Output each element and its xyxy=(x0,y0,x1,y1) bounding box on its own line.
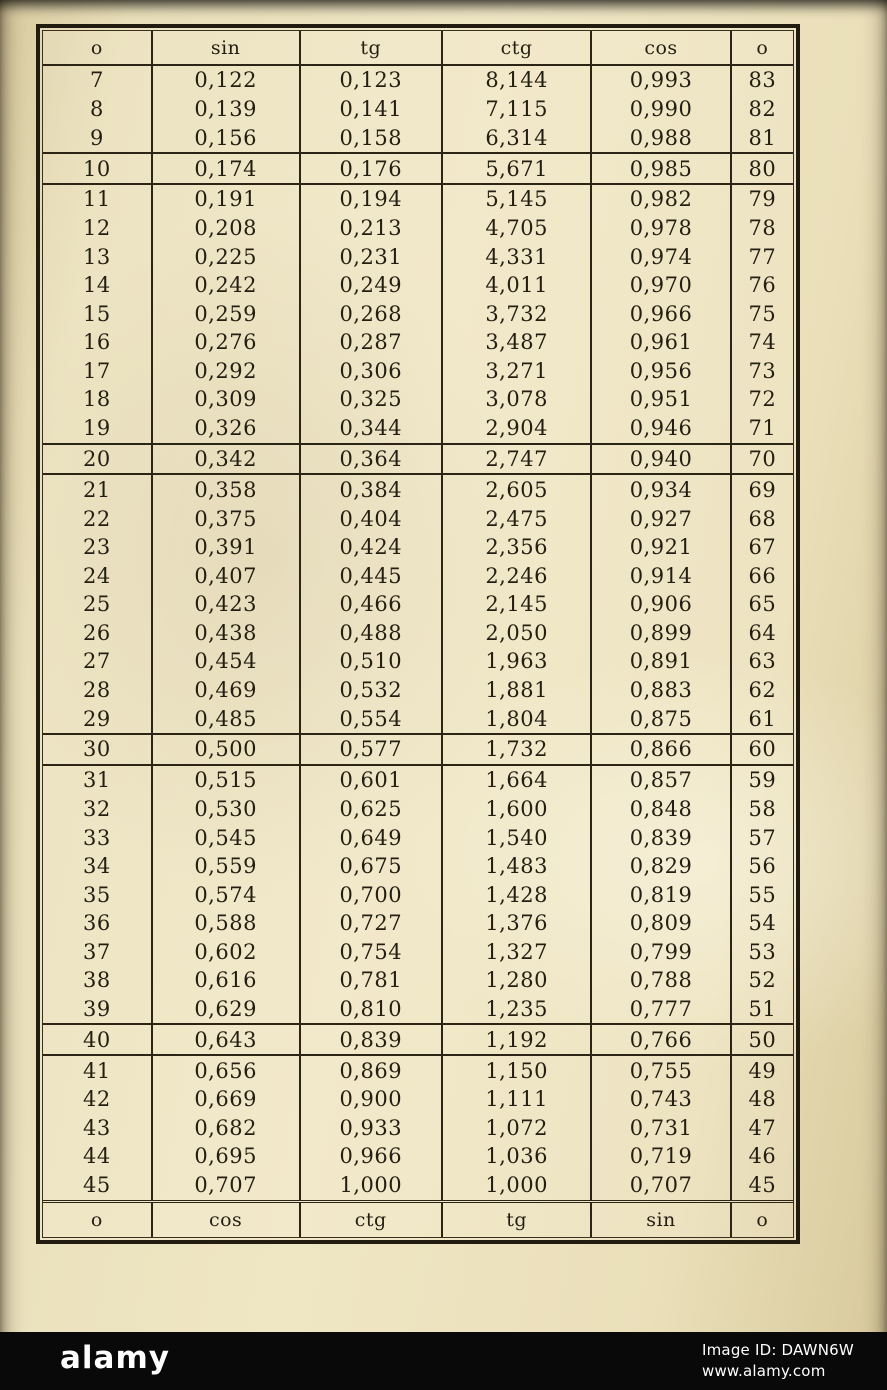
deg-cell: o xyxy=(43,31,152,65)
ctg-cell: 1,428 xyxy=(442,880,591,909)
deg-cell: 10 xyxy=(43,153,152,184)
ctg-cell: 2,747 xyxy=(442,444,591,475)
watermark-image-id: Image ID: DAWN6W xyxy=(702,1341,854,1359)
ctg-cell: 6,314 xyxy=(442,123,591,153)
co-deg-cell: 77 xyxy=(731,242,793,271)
ctg-cell: 2,475 xyxy=(442,504,591,533)
tg-cell: 0,554 xyxy=(300,704,443,734)
table-row xyxy=(43,880,793,909)
cos-cell: 0,848 xyxy=(591,795,731,824)
cos-cell: 0,766 xyxy=(591,1024,731,1055)
co-deg-cell: 49 xyxy=(731,1055,793,1085)
table-row xyxy=(43,153,793,184)
sin-cell: 0,469 xyxy=(152,676,300,705)
co-deg-cell: 59 xyxy=(731,765,793,795)
tg-cell: 0,675 xyxy=(300,852,443,881)
co-deg-cell: 51 xyxy=(731,995,793,1025)
ctg-cell: 2,605 xyxy=(442,474,591,504)
table-row xyxy=(43,676,793,705)
ctg-cell: 2,246 xyxy=(442,561,591,590)
table-footer xyxy=(43,1202,793,1238)
watermark-bar xyxy=(0,1332,887,1390)
ctg-cell: 1,192 xyxy=(442,1024,591,1055)
cos-cell: 0,819 xyxy=(591,880,731,909)
table-row xyxy=(43,242,793,271)
deg-cell: 24 xyxy=(83,563,111,588)
cos-cell: 0,988 xyxy=(591,123,731,153)
deg-cell: 23 xyxy=(83,535,111,560)
deg-cell: 27 xyxy=(83,649,111,674)
tg-cell: 0,839 xyxy=(300,1024,443,1055)
table-row xyxy=(43,385,793,414)
ctg-cell: 1,600 xyxy=(442,795,591,824)
deg-cell: 44 xyxy=(83,1144,111,1169)
tg-cell: 0,445 xyxy=(300,561,443,590)
deg-cell: 28 xyxy=(83,677,111,702)
ctg-cell: ctg xyxy=(442,31,591,65)
cos-cell: 0,956 xyxy=(591,357,731,386)
table-row xyxy=(43,328,793,357)
table-row xyxy=(43,123,793,153)
tg-cell: 0,268 xyxy=(300,300,443,329)
ctg-cell: 3,732 xyxy=(442,300,591,329)
co-deg-cell: 48 xyxy=(731,1085,793,1114)
cos-cell: 0,857 xyxy=(591,765,731,795)
deg-cell: 40 xyxy=(43,1024,152,1055)
tg-cell: 0,466 xyxy=(300,590,443,619)
cos-cell: 0,839 xyxy=(591,823,731,852)
deg-cell: o xyxy=(43,1202,152,1238)
tg-cell: 0,176 xyxy=(300,153,443,184)
deg-cell: 38 xyxy=(83,968,111,993)
table-row xyxy=(43,1114,793,1143)
ctg-cell: 2,904 xyxy=(442,414,591,444)
deg-cell: 25 xyxy=(83,592,111,617)
ctg-cell: 4,331 xyxy=(442,242,591,271)
table-row xyxy=(43,995,793,1025)
tg-cell: 0,532 xyxy=(300,676,443,705)
sin-cell: 0,174 xyxy=(152,153,300,184)
ctg-cell: 1,036 xyxy=(442,1142,591,1171)
cos-cell: 0,755 xyxy=(591,1055,731,1085)
trig-table xyxy=(43,31,793,1237)
deg-cell: 20 xyxy=(43,444,152,475)
sin-cell: 0,707 xyxy=(152,1171,300,1202)
table-row xyxy=(43,765,793,795)
ctg-cell: 4,011 xyxy=(442,271,591,300)
sin-cell: 0,391 xyxy=(152,533,300,562)
table-row xyxy=(43,704,793,734)
deg-cell: 37 xyxy=(83,939,111,964)
ctg-cell: 1,483 xyxy=(442,852,591,881)
table-row xyxy=(43,214,793,243)
deg-cell: 16 xyxy=(83,330,111,355)
deg-cell: 9 xyxy=(89,125,104,150)
cos-cell: 0,799 xyxy=(591,937,731,966)
deg-cell: 43 xyxy=(83,1115,111,1140)
table-row xyxy=(43,966,793,995)
cos-cell: 0,891 xyxy=(591,647,731,676)
cos-cell: 0,970 xyxy=(591,271,731,300)
tg-cell: 0,754 xyxy=(300,937,443,966)
sin-cell: 0,292 xyxy=(152,357,300,386)
tg-cell: 0,364 xyxy=(300,444,443,475)
tg-cell: 0,194 xyxy=(300,184,443,214)
sin-cell: sin xyxy=(152,31,300,65)
sin-cell: 0,545 xyxy=(152,823,300,852)
sin-cell: 0,669 xyxy=(152,1085,300,1114)
co-deg-cell: 53 xyxy=(731,937,793,966)
cos-cell: 0,719 xyxy=(591,1142,731,1171)
table-frame-inner xyxy=(42,30,794,1238)
table-row xyxy=(43,823,793,852)
co-deg-cell: 46 xyxy=(731,1142,793,1171)
tg-cell: 0,287 xyxy=(300,328,443,357)
sin-cell: 0,629 xyxy=(152,995,300,1025)
table-header xyxy=(43,31,793,65)
ctg-cell: 1,235 xyxy=(442,995,591,1025)
cos-cell: 0,809 xyxy=(591,909,731,938)
co-deg-cell: 76 xyxy=(731,271,793,300)
deg-cell: 33 xyxy=(83,825,111,850)
table-row xyxy=(43,1171,793,1202)
cos-cell: 0,951 xyxy=(591,385,731,414)
sin-cell: cos xyxy=(152,1202,300,1238)
deg-cell: 35 xyxy=(83,882,111,907)
tg-cell: 0,249 xyxy=(300,271,443,300)
sin-cell: 0,309 xyxy=(152,385,300,414)
ctg-cell: 1,000 xyxy=(442,1171,591,1202)
tg-cell: 0,700 xyxy=(300,880,443,909)
cos-cell: 0,934 xyxy=(591,474,731,504)
deg-cell: 30 xyxy=(43,734,152,765)
cos-cell: 0,978 xyxy=(591,214,731,243)
sin-cell: 0,342 xyxy=(152,444,300,475)
tg-cell: 0,900 xyxy=(300,1085,443,1114)
cos-cell: 0,982 xyxy=(591,184,731,214)
co-deg-cell: 81 xyxy=(731,123,793,153)
ctg-cell: 1,963 xyxy=(442,647,591,676)
table-row xyxy=(43,734,793,765)
table-row xyxy=(43,1142,793,1171)
co-deg-cell: 72 xyxy=(731,385,793,414)
ctg-cell: 1,881 xyxy=(442,676,591,705)
tg-cell: 0,325 xyxy=(300,385,443,414)
ctg-cell: 5,145 xyxy=(442,184,591,214)
cos-cell: 0,974 xyxy=(591,242,731,271)
deg-cell: 29 xyxy=(83,706,111,731)
cos-cell: 0,777 xyxy=(591,995,731,1025)
co-deg-cell: 47 xyxy=(731,1114,793,1143)
cos-cell: 0,921 xyxy=(591,533,731,562)
deg-cell: 17 xyxy=(83,358,111,383)
co-deg-cell: 50 xyxy=(731,1024,793,1055)
table-row xyxy=(43,795,793,824)
deg-cell: 41 xyxy=(83,1058,111,1083)
deg-cell: 21 xyxy=(83,477,111,502)
tg-cell: ctg xyxy=(300,1202,443,1238)
co-deg-cell: 62 xyxy=(731,676,793,705)
tg-cell: 0,577 xyxy=(300,734,443,765)
sin-cell: 0,656 xyxy=(152,1055,300,1085)
ctg-cell: 1,280 xyxy=(442,966,591,995)
co-deg-cell: 80 xyxy=(731,153,793,184)
co-deg-cell: 83 xyxy=(731,65,793,95)
cos-cell: 0,940 xyxy=(591,444,731,475)
sin-cell: 0,602 xyxy=(152,937,300,966)
cos-cell: 0,875 xyxy=(591,704,731,734)
cos-cell: 0,866 xyxy=(591,734,731,765)
co-deg-cell: 56 xyxy=(731,852,793,881)
tg-cell: 0,123 xyxy=(300,65,443,95)
deg-cell: 11 xyxy=(83,187,111,212)
ctg-cell: tg xyxy=(442,1202,591,1238)
table-body xyxy=(43,65,793,1202)
sin-cell: 0,695 xyxy=(152,1142,300,1171)
ctg-cell: 3,271 xyxy=(442,357,591,386)
co-deg-cell: 82 xyxy=(731,95,793,124)
cos-cell: 0,906 xyxy=(591,590,731,619)
co-deg-cell: 70 xyxy=(731,444,793,475)
deg-cell: 22 xyxy=(83,506,111,531)
sin-cell: 0,588 xyxy=(152,909,300,938)
ctg-cell: 1,732 xyxy=(442,734,591,765)
cos-cell: 0,829 xyxy=(591,852,731,881)
tg-cell: 0,649 xyxy=(300,823,443,852)
co-deg-cell: 78 xyxy=(731,214,793,243)
co-deg-cell: o xyxy=(731,1202,793,1238)
tg-cell: 0,424 xyxy=(300,533,443,562)
deg-cell: 26 xyxy=(83,620,111,645)
table-frame xyxy=(36,24,800,1244)
sin-cell: 0,485 xyxy=(152,704,300,734)
sin-cell: 0,225 xyxy=(152,242,300,271)
co-deg-cell: 57 xyxy=(731,823,793,852)
sin-cell: 0,500 xyxy=(152,734,300,765)
deg-cell: 31 xyxy=(83,768,111,793)
co-deg-cell: 65 xyxy=(731,590,793,619)
sin-cell: 0,438 xyxy=(152,618,300,647)
table-row xyxy=(43,1024,793,1055)
cos-cell: 0,993 xyxy=(591,65,731,95)
ctg-cell: 1,804 xyxy=(442,704,591,734)
table-row xyxy=(43,1055,793,1085)
ctg-cell: 1,072 xyxy=(442,1114,591,1143)
co-deg-cell: 79 xyxy=(731,184,793,214)
tg-cell: 0,158 xyxy=(300,123,443,153)
table-row xyxy=(43,474,793,504)
sin-cell: 0,574 xyxy=(152,880,300,909)
tg-cell: 0,625 xyxy=(300,795,443,824)
deg-cell: 12 xyxy=(83,216,111,241)
cos-cell: sin xyxy=(591,1202,731,1238)
table-row xyxy=(43,184,793,214)
co-deg-cell: 67 xyxy=(731,533,793,562)
table-row xyxy=(43,444,793,475)
table-row xyxy=(43,504,793,533)
tg-cell: 0,404 xyxy=(300,504,443,533)
co-deg-cell: 61 xyxy=(731,704,793,734)
ctg-cell: 2,145 xyxy=(442,590,591,619)
sin-cell: 0,515 xyxy=(152,765,300,795)
sin-cell: 0,530 xyxy=(152,795,300,824)
tg-cell: 0,869 xyxy=(300,1055,443,1085)
cos-cell: 0,985 xyxy=(591,153,731,184)
ctg-cell: 1,111 xyxy=(442,1085,591,1114)
deg-cell: 32 xyxy=(83,796,111,821)
table-row xyxy=(43,561,793,590)
tg-cell: 0,344 xyxy=(300,414,443,444)
table-row xyxy=(43,909,793,938)
sin-cell: 0,375 xyxy=(152,504,300,533)
co-deg-cell: o xyxy=(731,31,793,65)
deg-cell: 45 xyxy=(83,1173,111,1198)
cos-cell: cos xyxy=(591,31,731,65)
sin-cell: 0,191 xyxy=(152,184,300,214)
deg-cell: 39 xyxy=(83,996,111,1021)
watermark-info xyxy=(702,1340,854,1382)
alamy-logo: alamy xyxy=(60,1340,170,1376)
sin-cell: 0,326 xyxy=(152,414,300,444)
co-deg-cell: 60 xyxy=(731,734,793,765)
sin-cell: 0,156 xyxy=(152,123,300,153)
cos-cell: 0,927 xyxy=(591,504,731,533)
co-deg-cell: 54 xyxy=(731,909,793,938)
ctg-cell: 1,664 xyxy=(442,765,591,795)
cos-cell: 0,899 xyxy=(591,618,731,647)
cos-cell: 0,961 xyxy=(591,328,731,357)
ctg-cell: 1,376 xyxy=(442,909,591,938)
ctg-cell: 2,356 xyxy=(442,533,591,562)
table-row xyxy=(43,357,793,386)
footer-row xyxy=(43,1202,793,1238)
cos-cell: 0,946 xyxy=(591,414,731,444)
table-row xyxy=(43,647,793,676)
deg-cell: 34 xyxy=(83,854,111,879)
cos-cell: 0,966 xyxy=(591,300,731,329)
sin-cell: 0,407 xyxy=(152,561,300,590)
ctg-cell: 1,327 xyxy=(442,937,591,966)
cos-cell: 0,707 xyxy=(591,1171,731,1202)
sin-cell: 0,276 xyxy=(152,328,300,357)
cos-cell: 0,990 xyxy=(591,95,731,124)
deg-cell: 15 xyxy=(83,301,111,326)
deg-cell: 14 xyxy=(83,273,111,298)
cos-cell: 0,731 xyxy=(591,1114,731,1143)
table-row xyxy=(43,271,793,300)
sin-cell: 0,643 xyxy=(152,1024,300,1055)
table-row xyxy=(43,65,793,95)
tg-cell: 0,727 xyxy=(300,909,443,938)
ctg-cell: 1,540 xyxy=(442,823,591,852)
cos-cell: 0,743 xyxy=(591,1085,731,1114)
table-row xyxy=(43,937,793,966)
deg-cell: 19 xyxy=(83,416,111,441)
co-deg-cell: 55 xyxy=(731,880,793,909)
ctg-cell: 3,078 xyxy=(442,385,591,414)
deg-cell: 8 xyxy=(89,97,104,122)
deg-cell: 36 xyxy=(83,911,111,936)
tg-cell: 0,488 xyxy=(300,618,443,647)
sin-cell: 0,122 xyxy=(152,65,300,95)
sin-cell: 0,242 xyxy=(152,271,300,300)
tg-cell: 0,933 xyxy=(300,1114,443,1143)
tg-cell: 0,384 xyxy=(300,474,443,504)
co-deg-cell: 66 xyxy=(731,561,793,590)
ctg-cell: 4,705 xyxy=(442,214,591,243)
co-deg-cell: 64 xyxy=(731,618,793,647)
co-deg-cell: 73 xyxy=(731,357,793,386)
co-deg-cell: 68 xyxy=(731,504,793,533)
tg-cell: 0,231 xyxy=(300,242,443,271)
cos-cell: 0,883 xyxy=(591,676,731,705)
tg-cell: 0,810 xyxy=(300,995,443,1025)
ctg-cell: 2,050 xyxy=(442,618,591,647)
sin-cell: 0,454 xyxy=(152,647,300,676)
deg-cell: 13 xyxy=(83,244,111,269)
co-deg-cell: 45 xyxy=(731,1171,793,1202)
ctg-cell: 8,144 xyxy=(442,65,591,95)
tg-cell: 0,966 xyxy=(300,1142,443,1171)
deg-cell: 7 xyxy=(89,68,104,93)
tg-cell: 0,306 xyxy=(300,357,443,386)
deg-cell: 18 xyxy=(83,387,111,412)
table-row xyxy=(43,300,793,329)
co-deg-cell: 69 xyxy=(731,474,793,504)
tg-cell: 0,601 xyxy=(300,765,443,795)
tg-cell: tg xyxy=(300,31,443,65)
sin-cell: 0,259 xyxy=(152,300,300,329)
ctg-cell: 1,150 xyxy=(442,1055,591,1085)
table-row xyxy=(43,852,793,881)
tg-cell: 1,000 xyxy=(300,1171,443,1202)
co-deg-cell: 63 xyxy=(731,647,793,676)
table-row xyxy=(43,414,793,444)
ctg-cell: 7,115 xyxy=(442,95,591,124)
sin-cell: 0,682 xyxy=(152,1114,300,1143)
sin-cell: 0,559 xyxy=(152,852,300,881)
ctg-cell: 3,487 xyxy=(442,328,591,357)
table-row xyxy=(43,618,793,647)
sin-cell: 0,358 xyxy=(152,474,300,504)
table-row xyxy=(43,1085,793,1114)
co-deg-cell: 58 xyxy=(731,795,793,824)
table-row xyxy=(43,533,793,562)
sin-cell: 0,616 xyxy=(152,966,300,995)
co-deg-cell: 74 xyxy=(731,328,793,357)
co-deg-cell: 52 xyxy=(731,966,793,995)
tg-cell: 0,781 xyxy=(300,966,443,995)
ctg-cell: 5,671 xyxy=(442,153,591,184)
co-deg-cell: 71 xyxy=(731,414,793,444)
table-row xyxy=(43,590,793,619)
watermark-url: www.alamy.com xyxy=(702,1362,826,1380)
cos-cell: 0,788 xyxy=(591,966,731,995)
sin-cell: 0,139 xyxy=(152,95,300,124)
tg-cell: 0,510 xyxy=(300,647,443,676)
tg-cell: 0,141 xyxy=(300,95,443,124)
co-deg-cell: 75 xyxy=(731,300,793,329)
tg-cell: 0,213 xyxy=(300,214,443,243)
sin-cell: 0,208 xyxy=(152,214,300,243)
table-row xyxy=(43,95,793,124)
header-row xyxy=(43,31,793,65)
sin-cell: 0,423 xyxy=(152,590,300,619)
deg-cell: 42 xyxy=(83,1087,111,1112)
cos-cell: 0,914 xyxy=(591,561,731,590)
